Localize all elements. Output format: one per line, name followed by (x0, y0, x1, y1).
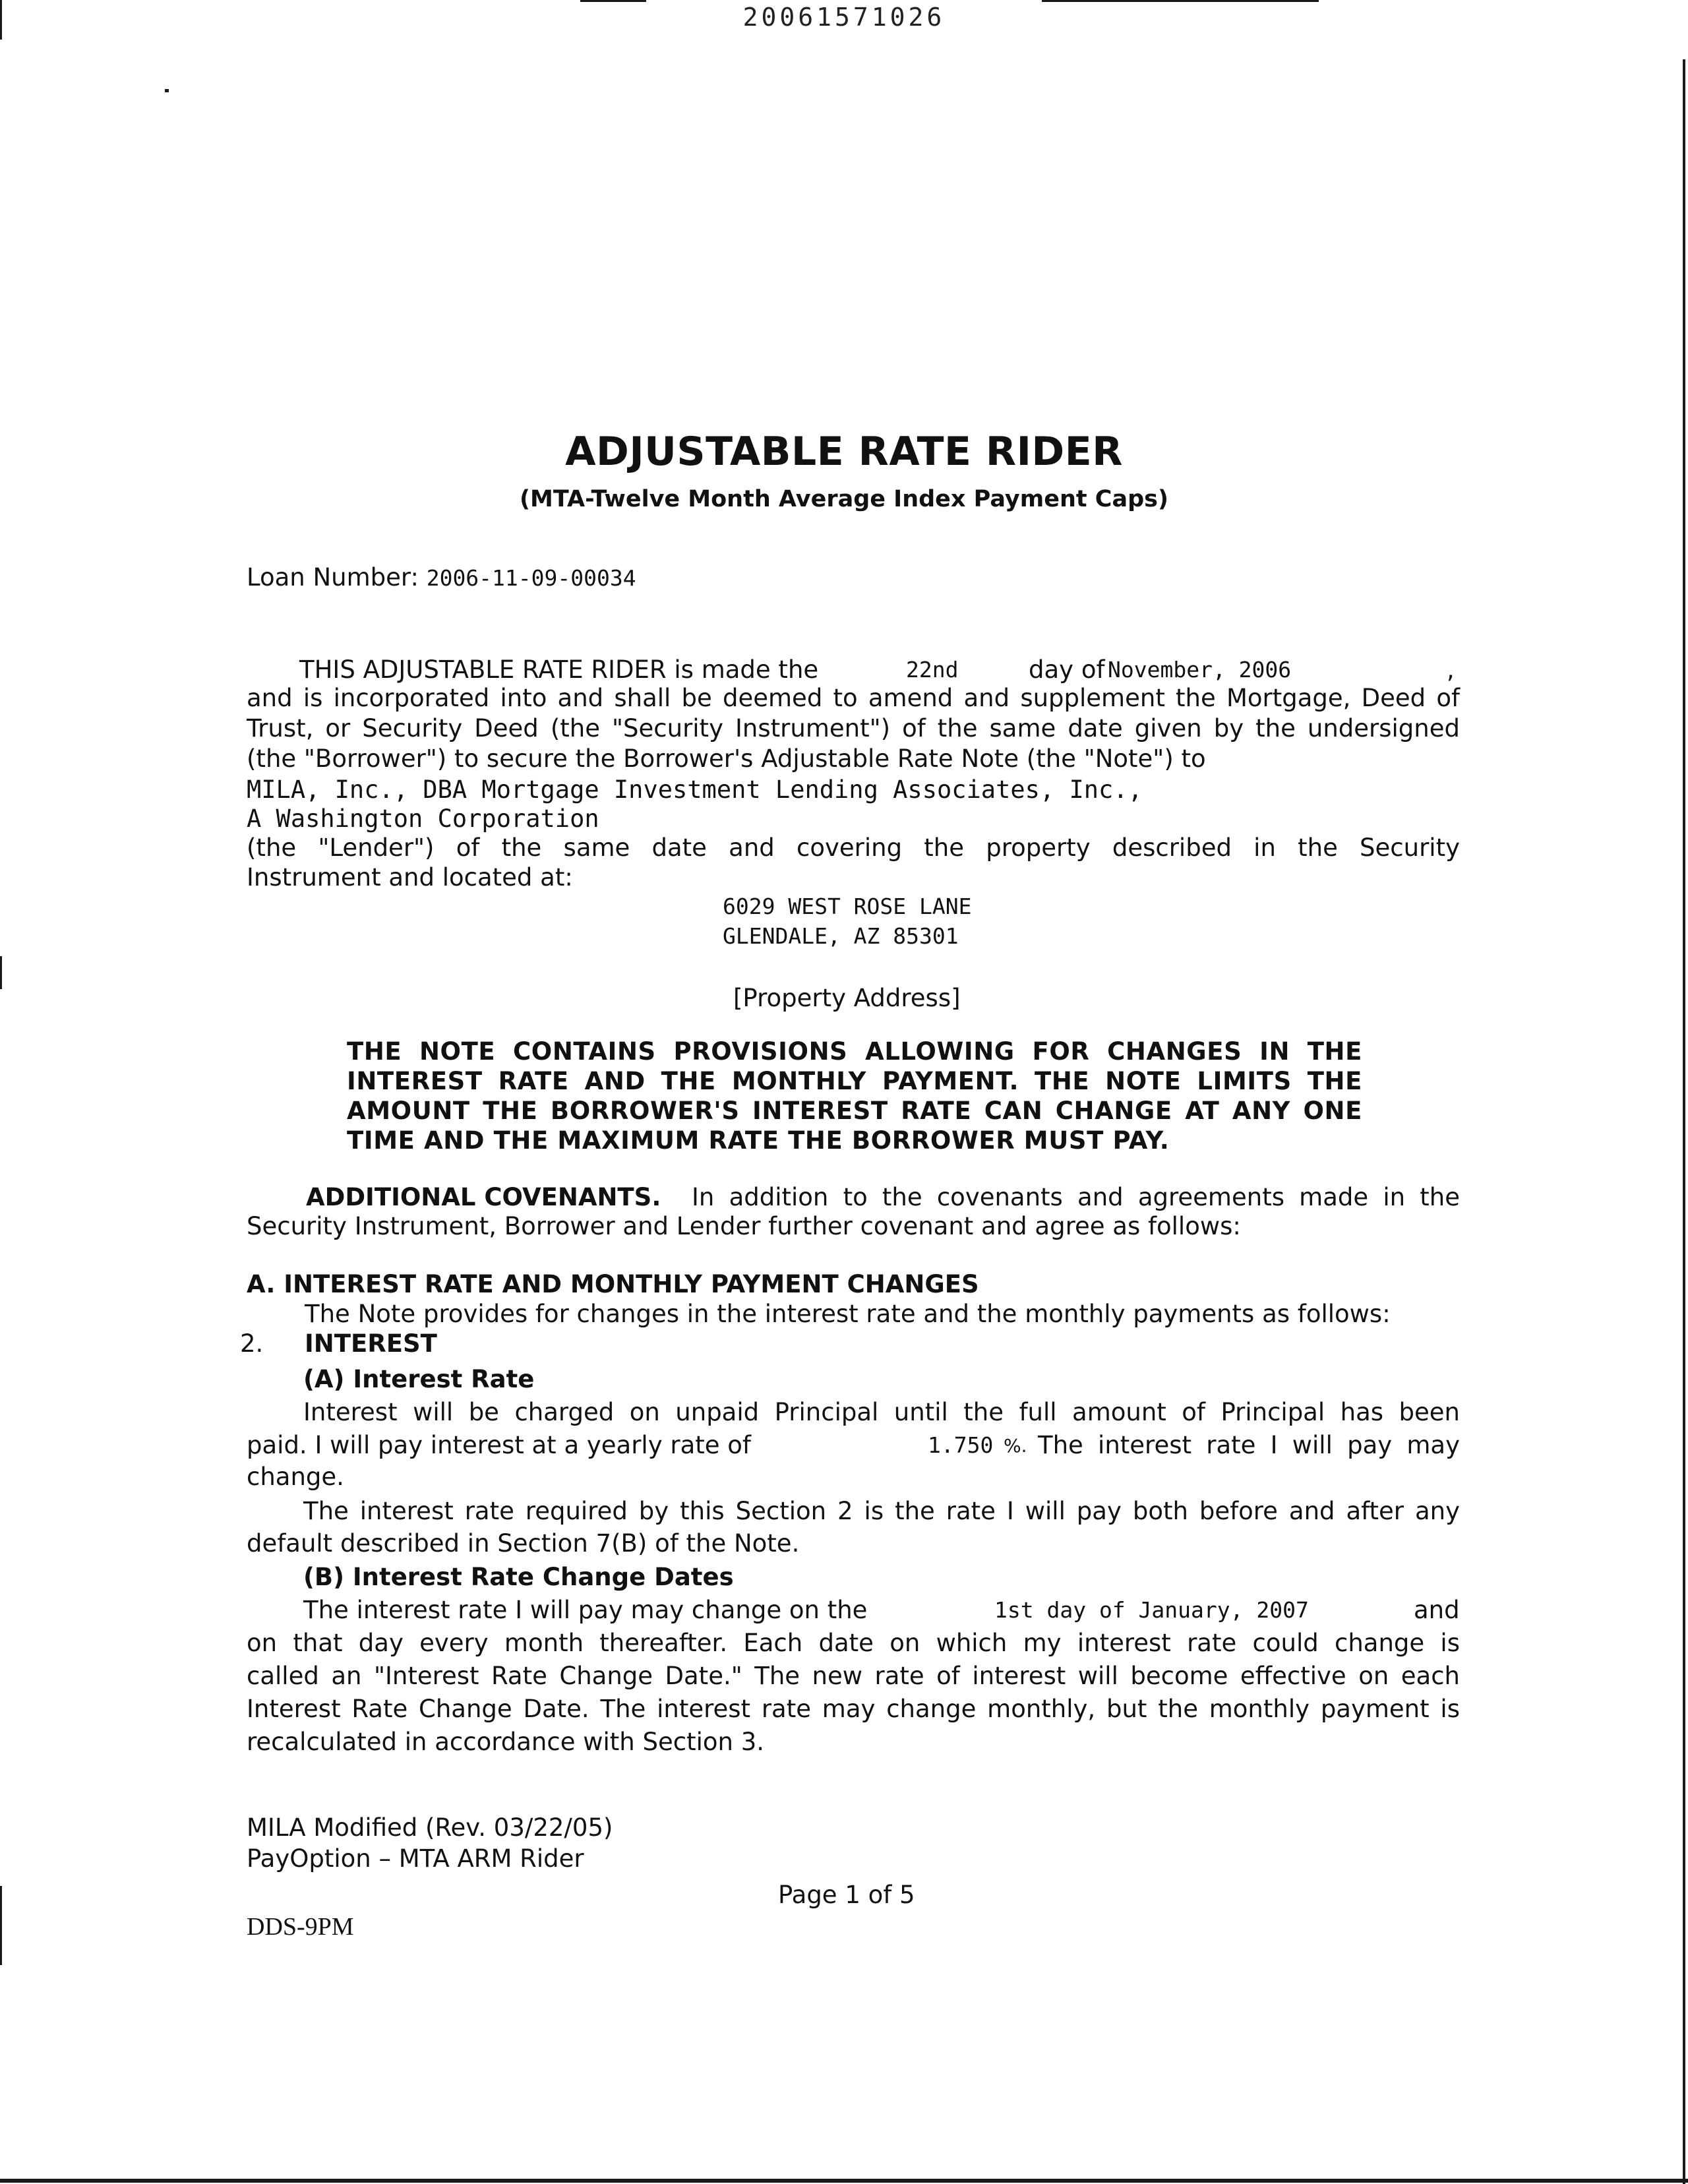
section-2-title: INTEREST (305, 1329, 437, 1358)
loan-number-line (247, 563, 636, 592)
interest-rate-value: 1.750 (928, 1432, 994, 1458)
page-number: Page 1 of 5 (778, 1881, 915, 1909)
scan-left-mark (0, 1886, 2, 1965)
notice-line: THE NOTE CONTAINS PROVISIONS ALLOWING FOR CHANGES IN THE (347, 1037, 1362, 1066)
intro-day: 22nd (906, 657, 959, 682)
notice-block (347, 1037, 1362, 1155)
scan-bottom-border (0, 2179, 1688, 2183)
property-city: GLENDALE, AZ 85301 (723, 923, 959, 949)
section-a-intro: The Note provides for changes in the interest rate and the monthly payments as follows: (305, 1300, 1391, 1328)
intro-text: day of (1029, 655, 1105, 684)
subsection-b-line-5: recalculated in accordance with Section 3. (247, 1728, 765, 1756)
change-date-text: The interest rate I will pay may change on the (303, 1596, 868, 1624)
rate-text: The interest rate I will pay may (1038, 1431, 1460, 1459)
page-title: ADJUSTABLE RATE RIDER (565, 429, 1123, 475)
subsection-a-line-3: change. (247, 1463, 344, 1491)
covenants-line-2: Security Instrument, Borrower and Lender further covenant and agree as follows: (247, 1212, 1241, 1240)
intro-text: THIS ADJUSTABLE RATE RIDER is made the (299, 655, 819, 684)
percent-sign: %. (1004, 1435, 1027, 1457)
covenants-text: In addition to the covenants and agreements made in the (692, 1183, 1460, 1211)
scan-right-border (1683, 59, 1685, 2184)
intro-line-7: (the "Lender") of the same date and covering the property described in the Security (247, 834, 1460, 862)
intro-line-8: Instrument and located at: (247, 863, 573, 892)
covenants-heading: ADDITIONAL COVENANTS. (306, 1183, 661, 1211)
loan-number-label: Loan Number: (247, 563, 419, 592)
intro-date: November, 2006 (1108, 657, 1292, 682)
intro-comma: , (1447, 655, 1455, 684)
notice-line: INTEREST RATE AND THE MONTHLY PAYMENT. THE NOTE LIMITS THE (347, 1067, 1362, 1095)
notice-line: TIME AND THE MAXIMUM RATE THE BORROWER MUST PAY. (347, 1126, 1170, 1155)
property-street: 6029 WEST ROSE LANE (723, 894, 972, 919)
change-date-text: and (1414, 1596, 1460, 1624)
document-number: 20061571026 (742, 3, 946, 32)
scan-left-mark (0, 956, 2, 989)
subsection-b-heading: (B) Interest Rate Change Dates (303, 1563, 734, 1591)
property-address-label: [Property Address] (733, 984, 961, 1012)
form-name: PayOption – MTA ARM Rider (247, 1844, 584, 1873)
notice-line: AMOUNT THE BORROWER'S INTEREST RATE CAN CHANGE AT ANY ONE (347, 1097, 1362, 1125)
form-code: DDS-9PM (247, 1913, 354, 1941)
section-a-heading: A. INTEREST RATE AND MONTHLY PAYMENT CHANGES (247, 1270, 979, 1298)
intro-line-4: (the "Borrower") to secure the Borrower's Adjustable Rate Note (the "Note") to (247, 744, 1206, 773)
intro-line-3: Trust, or Security Deed (the "Security Instrument") of the same date given by the undersigned (247, 714, 1460, 743)
first-change-date: 1st day of January, 2007 (994, 1597, 1309, 1623)
rate-text: paid. I will pay interest at a yearly rate of (247, 1431, 751, 1459)
loan-number-value: 2006-11-09-00034 (426, 565, 636, 591)
form-revision: MILA Modified (Rev. 03/22/05) (247, 1813, 613, 1842)
subsection-b-line-4: Interest Rate Change Date. The interest rate may change monthly, but the monthly payment is (247, 1695, 1460, 1723)
scan-top-rule-left (580, 0, 646, 2)
subsection-a-heading: (A) Interest Rate (303, 1365, 535, 1393)
subsection-a-line-1: Interest will be charged on unpaid Principal until the full amount of Principal has been (303, 1398, 1460, 1426)
subsection-b-line-3: called an "Interest Rate Change Date." The new rate of interest will become effective on each (247, 1662, 1460, 1690)
scan-top-rule-right (1042, 0, 1319, 2)
lender-name: MILA, Inc., DBA Mortgage Investment Lending Associates, Inc., (247, 775, 1143, 804)
page-subtitle: (MTA-Twelve Month Average Index Payment Caps) (520, 486, 1168, 512)
scan-speck (165, 89, 169, 92)
subsection-a-para2-line-1: The interest rate required by this Section 2 is the rate I will pay both before and after any (303, 1497, 1460, 1525)
intro-line-2: and is incorporated into and shall be deemed to amend and supplement the Mortgage, Deed of (247, 684, 1460, 712)
lender-type: A Washington Corporation (247, 804, 599, 833)
subsection-b-line-2: on that day every month thereafter. Each date on which my interest rate could change is (247, 1629, 1460, 1657)
subsection-a-para2-line-2: default described in Section 7(B) of the Note. (247, 1529, 800, 1558)
section-2-number: 2. (240, 1329, 264, 1358)
